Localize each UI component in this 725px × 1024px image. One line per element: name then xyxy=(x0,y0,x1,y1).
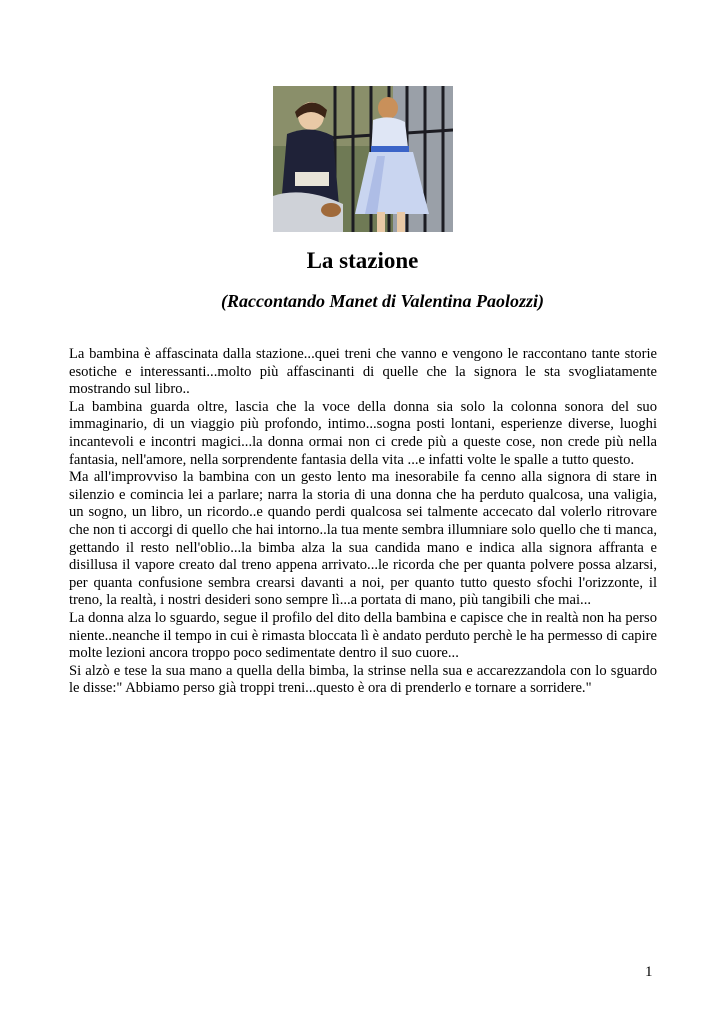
paragraph-2: La bambina guarda oltre, lascia che la voce della donna sia solo la colonna sonora del suo immaginario, di un viaggio più profondo, intimo...sogna posti lontani, esperienze diverse, luoghi incantevoli e incontri magici...la donna ormai non ci crede più a queste cose, non crede più nella fantasia, nell'amore, nella sorprendente fantasia della vita ...e infatti volte le spalle a tutto questo. xyxy=(69,398,657,468)
paragraph-1: La bambina è affascinata dalla stazione...quei treni che vanno e vengono le raccontano tante storie esotiche e interessanti...molto più affascinanti di quelle che la signora le sta svogliatamente mostrando sul libro.. xyxy=(69,346,657,398)
painting-icon xyxy=(273,86,453,232)
page-number: 1 xyxy=(645,964,653,980)
story-body xyxy=(69,346,657,698)
paragraph-5: Si alzò e tese la sua mano a quella della bimba, la strinse nella sua e accarezzandola con lo sguardo le disse:" Abbiamo perso già troppi treni...questo è ora di prenderlo e tornare a sorridere." xyxy=(69,662,657,697)
page-title xyxy=(0,246,725,276)
paragraph-3: Ma all'improvviso la bambina con un gesto lento ma inesorabile fa cenno alla signora di stare in silenzio e comincia lei a parlare; narra la storia di una donna che ha perduto qualcosa, una valigia, un sogno, un libro, un ricordo..e quando perdi qualcosa sei talmente accecato dal volerlo ritrovare che non ti accorgi di quello che hai intorno..la tua mente sembra illumniare solo quello che ti manca, gettando il resto nell'oblio...la bimba alza la sua candida mano e indica alla signora affranta e disillusa il vapore creato dal treno appena arrivato...le ricorda che per quanta polvere possa alzarsi, per quanta confusione sembra crearsi davanti a noi, per quanto tutto questo sfochi l'orizzonte, il treno, la realtà, i nostri desideri sono sempre lì...a portata di mano, più tangibili che mai... xyxy=(69,469,657,609)
paragraph-4: La donna alza lo sguardo, segue il profilo del dito della bambina e capisce che in realtà non ha perso niente..neanche il tempo in cui è rimasta bloccata lì è andato perduto perchè le ha permesso di capire molte lezioni ancora troppo poco sedimentate dentro il suo cuore... xyxy=(69,609,657,662)
title-text: La stazione xyxy=(306,248,419,273)
page-subtitle xyxy=(0,290,725,312)
subtitle-text: (Raccontando Manet di Valentina Paolozzi) xyxy=(220,291,545,311)
